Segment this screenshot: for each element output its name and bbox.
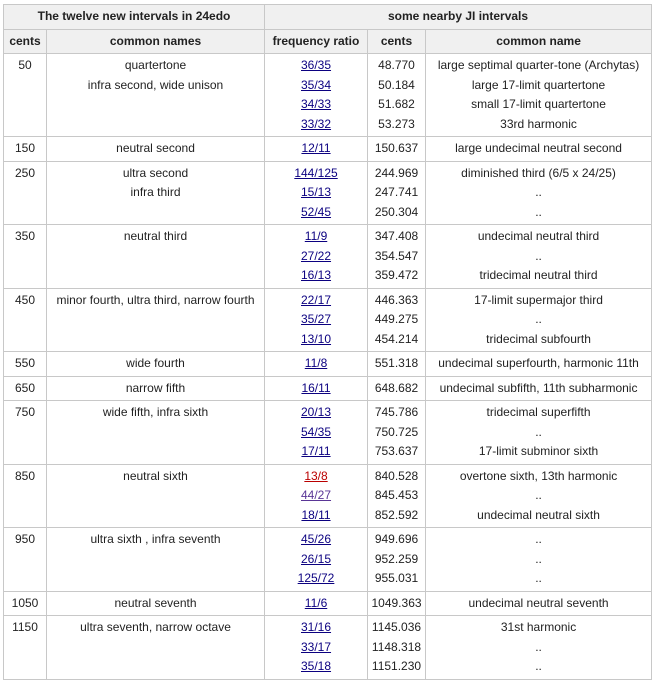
frequency-ratios: [265, 161, 368, 225]
ratio-link[interactable]: 144/125: [294, 165, 338, 180]
edo-cents-value: 950: [14, 532, 36, 546]
ji-cents-value: 446.363: [374, 292, 419, 307]
ji-name-text: undecimal neutral sixth: [477, 507, 600, 522]
common-names: [47, 137, 265, 162]
common-name-text: narrow fifth: [125, 380, 186, 395]
edo-cents: [4, 352, 47, 377]
table-row: [4, 591, 652, 616]
ji-name-text: undecimal subfifth, 11th subharmonic: [439, 380, 638, 395]
frequency-ratios: [265, 616, 368, 680]
ratio-link[interactable]: 13/10: [301, 331, 332, 346]
ratio-link[interactable]: 13/8: [304, 468, 328, 483]
ratio-link[interactable]: 54/35: [301, 424, 332, 439]
table-row: [4, 161, 652, 225]
table-row: [4, 376, 652, 401]
frequency-ratios: [265, 376, 368, 401]
ji-cents-value: 454.214: [374, 331, 419, 346]
edo-cents: [4, 225, 47, 289]
ji-cents-value: 753.637: [374, 444, 419, 458]
edo-cents-value: 1150: [12, 620, 38, 634]
ji-name-text: 17-limit supermajor third: [474, 292, 603, 307]
ji-cents: [368, 161, 426, 225]
edo-cents-value: 50: [18, 58, 32, 72]
ji-cents-value: 449.275: [374, 312, 419, 326]
ji-common-names: [426, 288, 652, 352]
ji-cents: [368, 616, 426, 680]
table-row: [4, 288, 652, 352]
common-names: [47, 225, 265, 289]
header-common-name: common name: [426, 29, 652, 54]
ji-name-text: ..: [535, 204, 542, 219]
column-header-row: [4, 29, 652, 54]
common-names: [47, 616, 265, 680]
ji-name-text: 17-limit subminor sixth: [478, 444, 599, 458]
ji-common-names: [426, 528, 652, 592]
edo-cents-value: 250: [14, 165, 36, 180]
frequency-ratios: [265, 288, 368, 352]
ji-cents-value: 247.741: [374, 185, 419, 199]
frequency-ratios: [265, 464, 368, 528]
edo-cents: [4, 54, 47, 137]
group-header-row: [4, 5, 652, 30]
ji-cents-value: 648.682: [374, 380, 419, 395]
edo-cents: [4, 464, 47, 528]
ji-common-names: [426, 352, 652, 377]
edo-cents-value: 550: [14, 356, 36, 370]
table-row: [4, 464, 652, 528]
ratio-link[interactable]: 33/32: [301, 116, 332, 131]
ji-cents: [368, 464, 426, 528]
intervals-table: [3, 4, 652, 680]
ji-common-names: [426, 464, 652, 528]
table-row: [4, 616, 652, 680]
ji-common-names: [426, 591, 652, 616]
ji-cents-value: 750.725: [374, 424, 419, 439]
ji-name-text: 33rd harmonic: [500, 116, 577, 131]
ratio-link[interactable]: 34/33: [301, 97, 332, 111]
ji-cents-value: 952.259: [374, 551, 419, 566]
table-row: [4, 401, 652, 465]
edo-cents-value: 850: [14, 468, 36, 483]
ratio-link[interactable]: 44/27: [301, 488, 332, 502]
ji-cents-value: 551.318: [374, 356, 419, 370]
frequency-ratios: [265, 137, 368, 162]
ji-name-text: ..: [535, 488, 542, 502]
ji-cents-value: 745.786: [374, 405, 419, 419]
ratio-link[interactable]: 45/26: [301, 532, 332, 546]
ratio-link[interactable]: 11/9: [304, 229, 328, 243]
edo-cents: [4, 376, 47, 401]
ji-name-text: undecimal neutral seventh: [468, 595, 609, 610]
header-cents: cents: [4, 29, 47, 54]
ji-cents-value: 53.273: [378, 116, 415, 131]
ratio-link[interactable]: 16/11: [301, 380, 331, 395]
ji-cents-value: 354.547: [374, 248, 419, 263]
ji-name-text: diminished third (6/5 x 24/25): [461, 165, 616, 180]
edo-cents-value: 350: [14, 229, 36, 243]
table-row: [4, 352, 652, 377]
edo-cents: [4, 528, 47, 592]
ji-name-text: ..: [535, 248, 542, 263]
ji-cents-value: 150.637: [374, 141, 419, 155]
edo-cents-value: 750: [14, 405, 36, 419]
ji-cents-value: 840.528: [374, 468, 419, 483]
common-name-text: infra third: [130, 185, 181, 199]
ji-name-text: ..: [535, 424, 542, 439]
ji-common-names: [426, 401, 652, 465]
ji-cents-value: 359.472: [374, 268, 419, 282]
ji-cents-value: 50.184: [378, 77, 415, 92]
frequency-ratios: [265, 401, 368, 465]
ji-cents: [368, 528, 426, 592]
common-names: [47, 591, 265, 616]
ji-name-text: undecimal superfourth, harmonic 11th: [438, 356, 639, 370]
header-frequency-ratio: frequency ratio: [265, 29, 368, 54]
ratio-link[interactable]: 35/34: [301, 77, 332, 92]
ji-cents-value: 48.770: [378, 58, 415, 72]
ratio-link[interactable]: 125/72: [297, 571, 335, 585]
ji-common-names: [426, 161, 652, 225]
ji-cents: [368, 137, 426, 162]
common-name-text: neutral second: [116, 141, 195, 155]
ji-cents-value: 250.304: [374, 204, 419, 219]
ratio-link[interactable]: 18/11: [301, 507, 331, 522]
ji-cents: [368, 591, 426, 616]
ji-name-text: small 17-limit quartertone: [471, 97, 606, 111]
ratio-link[interactable]: 31/16: [301, 620, 332, 634]
ji-cents-value: 949.696: [374, 532, 419, 546]
ji-cents-value: 852.592: [374, 507, 419, 522]
common-names: [47, 288, 265, 352]
edo-cents: [4, 137, 47, 162]
ji-cents-value: 1151.230: [371, 659, 422, 673]
ji-name-text: tridecimal neutral third: [479, 268, 598, 282]
edo-cents: [4, 616, 47, 680]
ji-name-text: ..: [535, 185, 542, 199]
ratio-link[interactable]: 22/17: [301, 292, 332, 307]
ji-name-text: ..: [535, 551, 542, 566]
common-names: [47, 464, 265, 528]
ji-name-text: undecimal neutral third: [477, 229, 600, 243]
header-common-names: common names: [47, 29, 265, 54]
ji-name-text: 31st harmonic: [500, 620, 577, 634]
frequency-ratios: [265, 54, 368, 137]
ji-common-names: [426, 616, 652, 680]
ji-cents: [368, 376, 426, 401]
ji-name-text: large undecimal neutral second: [455, 141, 622, 155]
common-name-text: infra second, wide unison: [87, 77, 224, 92]
common-name-text: ultra seventh, narrow octave: [80, 620, 231, 634]
table-row: [4, 54, 652, 137]
ji-cents: [368, 352, 426, 377]
common-names: [47, 401, 265, 465]
ji-common-names: [426, 225, 652, 289]
ratio-link[interactable]: 27/22: [301, 248, 332, 263]
ji-name-text: tridecimal superfifth: [486, 405, 591, 419]
ratio-link[interactable]: 16/13: [301, 268, 332, 282]
ratio-link[interactable]: 12/11: [301, 141, 331, 155]
ji-name-text: ..: [535, 532, 542, 546]
ji-cents-value: 51.682: [378, 97, 415, 111]
ratio-link[interactable]: 11/6: [304, 595, 328, 610]
edo-cents-value: 150: [14, 141, 36, 155]
ratio-link[interactable]: 52/45: [301, 204, 332, 219]
edo-cents: [4, 591, 47, 616]
ji-name-text: ..: [535, 312, 542, 326]
common-names: [47, 161, 265, 225]
ji-cents-value: 1049.363: [371, 595, 422, 610]
table-row: [4, 225, 652, 289]
common-name-text: wide fifth, infra sixth: [102, 405, 209, 419]
edo-cents: [4, 288, 47, 352]
ji-name-text: large 17-limit quartertone: [471, 77, 606, 92]
ji-name-text: overtone sixth, 13th harmonic: [459, 468, 618, 483]
common-names: [47, 376, 265, 401]
ratio-link[interactable]: 35/18: [301, 659, 332, 673]
ji-cents-value: 244.969: [374, 165, 419, 180]
ji-cents-value: 955.031: [374, 571, 419, 585]
ratio-link[interactable]: 26/15: [301, 551, 332, 566]
common-name-text: neutral seventh: [114, 595, 197, 610]
ji-cents: [368, 401, 426, 465]
ratio-link[interactable]: 15/13: [301, 185, 332, 199]
ji-name-text: ..: [535, 639, 542, 654]
table-row: [4, 137, 652, 162]
ji-cents-value: 1145.036: [371, 620, 422, 634]
common-name-text: neutral sixth: [123, 468, 188, 483]
ratio-link[interactable]: 33/17: [301, 639, 332, 654]
ratio-link[interactable]: 20/13: [301, 405, 332, 419]
frequency-ratios: [265, 591, 368, 616]
table-row: [4, 528, 652, 592]
frequency-ratios: [265, 225, 368, 289]
edo-cents-value: 1050: [11, 595, 39, 610]
ji-common-names: [426, 137, 652, 162]
header-ji-cents: cents: [368, 29, 426, 54]
ji-name-text: ..: [535, 571, 542, 585]
header-24edo-group: The twelve new intervals in 24edo: [4, 5, 265, 30]
ratio-link[interactable]: 35/27: [301, 312, 332, 326]
common-name-text: quartertone: [124, 58, 187, 72]
common-names: [47, 54, 265, 137]
ratio-link[interactable]: 11/8: [304, 356, 328, 370]
ratio-link[interactable]: 36/35: [301, 58, 332, 72]
frequency-ratios: [265, 528, 368, 592]
ji-cents-value: 347.408: [374, 229, 419, 243]
common-name-text: neutral third: [123, 229, 188, 243]
ji-name-text: tridecimal subfourth: [486, 331, 591, 346]
edo-cents: [4, 401, 47, 465]
common-name-text: ultra sixth , infra seventh: [90, 532, 221, 546]
ji-cents: [368, 288, 426, 352]
header-ji-group: some nearby JI intervals: [265, 5, 652, 30]
ratio-link[interactable]: 17/11: [301, 444, 331, 458]
common-name-text: minor fourth, ultra third, narrow fourth: [56, 292, 255, 307]
ji-cents-value: 845.453: [374, 488, 419, 502]
common-names: [47, 528, 265, 592]
ji-cents: [368, 225, 426, 289]
common-name-text: ultra second: [122, 165, 189, 180]
ji-cents-value: 1148.318: [371, 639, 422, 654]
frequency-ratios: [265, 352, 368, 377]
common-names: [47, 352, 265, 377]
edo-cents-value: 650: [14, 380, 36, 395]
ji-common-names: [426, 54, 652, 137]
ji-name-text: ..: [535, 659, 542, 673]
ji-name-text: large septimal quarter-tone (Archytas): [437, 58, 640, 72]
common-name-text: wide fourth: [126, 356, 185, 370]
edo-cents-value: 450: [14, 292, 36, 307]
ji-common-names: [426, 376, 652, 401]
edo-cents: [4, 161, 47, 225]
ji-cents: [368, 54, 426, 137]
